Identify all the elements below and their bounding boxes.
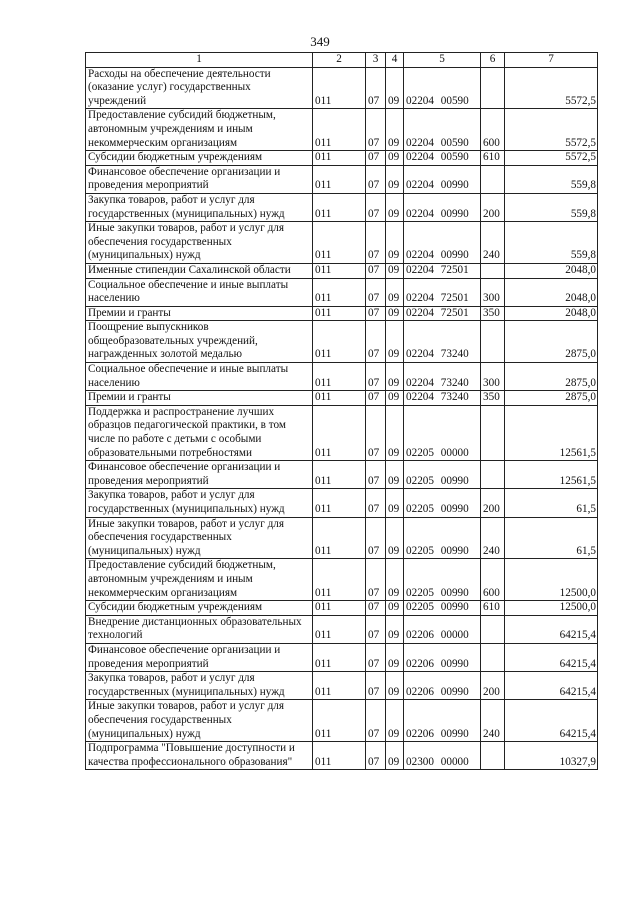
section-code-cell: 07 bbox=[366, 67, 386, 109]
target-article-code-cell: 02204 00590 bbox=[404, 109, 481, 151]
subsection-code-cell: 09 bbox=[386, 489, 404, 517]
expense-type-code-cell bbox=[481, 321, 505, 363]
target-article-code-cell: 02206 00990 bbox=[404, 643, 481, 671]
amount-cell: 64215,4 bbox=[505, 615, 598, 643]
grbs-code-cell: 011 bbox=[313, 263, 366, 278]
amount-cell: 2875,0 bbox=[505, 363, 598, 391]
table-row bbox=[86, 363, 598, 391]
subsection-code-cell: 09 bbox=[386, 306, 404, 321]
amount-cell: 64215,4 bbox=[505, 643, 598, 671]
target-article-code-cell: 02205 00990 bbox=[404, 559, 481, 601]
amount-cell: 12500,0 bbox=[505, 601, 598, 616]
item-name-cell: Именные стипендии Сахалинской области bbox=[86, 263, 313, 278]
header-cell: 3 bbox=[366, 53, 386, 68]
subsection-code-cell: 09 bbox=[386, 109, 404, 151]
item-name-cell: Закупка товаров, работ и услуг для государственных (муниципальных) нужд bbox=[86, 672, 313, 700]
target-article-code-cell: 02206 00990 bbox=[404, 672, 481, 700]
section-code-cell: 07 bbox=[366, 165, 386, 193]
target-article-code-cell: 02204 73240 bbox=[404, 363, 481, 391]
expense-type-code-cell: 300 bbox=[481, 278, 505, 306]
amount-cell: 61,5 bbox=[505, 517, 598, 559]
item-name-cell: Иные закупки товаров, работ и услуг для обеспечения государственных (муниципальных) нужд bbox=[86, 517, 313, 559]
amount-cell: 2048,0 bbox=[505, 306, 598, 321]
section-code-cell: 07 bbox=[366, 306, 386, 321]
target-article-code-cell: 02204 00590 bbox=[404, 151, 481, 166]
header-cell: 1 bbox=[86, 53, 313, 68]
subsection-code-cell: 09 bbox=[386, 391, 404, 406]
target-article-code-cell: 02204 72501 bbox=[404, 306, 481, 321]
section-code-cell: 07 bbox=[366, 643, 386, 671]
amount-cell: 5572,5 bbox=[505, 67, 598, 109]
grbs-code-cell: 011 bbox=[313, 151, 366, 166]
section-code-cell: 07 bbox=[366, 517, 386, 559]
grbs-code-cell: 011 bbox=[313, 165, 366, 193]
header-cell: 4 bbox=[386, 53, 404, 68]
expense-type-code-cell: 350 bbox=[481, 391, 505, 406]
amount-cell: 12500,0 bbox=[505, 559, 598, 601]
expense-type-code-cell bbox=[481, 643, 505, 671]
expense-type-code-cell bbox=[481, 742, 505, 770]
table-row bbox=[86, 263, 598, 278]
item-name-cell: Поощрение выпускников общеобразовательных учреждений, награжденных золотой медалью bbox=[86, 321, 313, 363]
section-code-cell: 07 bbox=[366, 489, 386, 517]
section-code-cell: 07 bbox=[366, 615, 386, 643]
amount-cell: 12561,5 bbox=[505, 405, 598, 460]
page-number: 349 bbox=[310, 34, 330, 49]
grbs-code-cell: 011 bbox=[313, 559, 366, 601]
target-article-code-cell: 02204 72501 bbox=[404, 278, 481, 306]
item-name-cell: Внедрение дистанционных образовательных технологий bbox=[86, 615, 313, 643]
section-code-cell: 07 bbox=[366, 559, 386, 601]
table-row bbox=[86, 615, 598, 643]
subsection-code-cell: 09 bbox=[386, 672, 404, 700]
table-row bbox=[86, 672, 598, 700]
table-row bbox=[86, 489, 598, 517]
amount-cell: 61,5 bbox=[505, 489, 598, 517]
item-name-cell: Закупка товаров, работ и услуг для государственных (муниципальных) нужд bbox=[86, 193, 313, 221]
target-article-code-cell: 02204 73240 bbox=[404, 391, 481, 406]
subsection-code-cell: 09 bbox=[386, 742, 404, 770]
item-name-cell: Субсидии бюджетным учреждениям bbox=[86, 601, 313, 616]
table-row bbox=[86, 643, 598, 671]
target-article-code-cell: 02205 00000 bbox=[404, 405, 481, 460]
target-article-code-cell: 02204 00990 bbox=[404, 222, 481, 264]
subsection-code-cell: 09 bbox=[386, 193, 404, 221]
item-name-cell: Иные закупки товаров, работ и услуг для обеспечения государственных (муниципальных) нужд bbox=[86, 700, 313, 742]
expense-type-code-cell: 240 bbox=[481, 700, 505, 742]
target-article-code-cell: 02205 00990 bbox=[404, 601, 481, 616]
item-name-cell: Финансовое обеспечение организации и проведения мероприятий bbox=[86, 643, 313, 671]
section-code-cell: 07 bbox=[366, 601, 386, 616]
subsection-code-cell: 09 bbox=[386, 517, 404, 559]
section-code-cell: 07 bbox=[366, 363, 386, 391]
grbs-code-cell: 011 bbox=[313, 700, 366, 742]
section-code-cell: 07 bbox=[366, 321, 386, 363]
item-name-cell: Финансовое обеспечение организации и проведения мероприятий bbox=[86, 461, 313, 489]
table-row bbox=[86, 67, 598, 109]
section-code-cell: 07 bbox=[366, 109, 386, 151]
subsection-code-cell: 09 bbox=[386, 222, 404, 264]
grbs-code-cell: 011 bbox=[313, 278, 366, 306]
item-name-cell: Премии и гранты bbox=[86, 306, 313, 321]
table-row bbox=[86, 742, 598, 770]
section-code-cell: 07 bbox=[366, 461, 386, 489]
amount-cell: 559,8 bbox=[505, 222, 598, 264]
grbs-code-cell: 011 bbox=[313, 109, 366, 151]
subsection-code-cell: 09 bbox=[386, 263, 404, 278]
table-row bbox=[86, 306, 598, 321]
amount-cell: 5572,5 bbox=[505, 151, 598, 166]
table-row bbox=[86, 222, 598, 264]
table-row bbox=[86, 461, 598, 489]
subsection-code-cell: 09 bbox=[386, 700, 404, 742]
amount-cell: 2048,0 bbox=[505, 278, 598, 306]
grbs-code-cell: 011 bbox=[313, 643, 366, 671]
table-row bbox=[86, 109, 598, 151]
item-name-cell: Социальное обеспечение и иные выплаты населению bbox=[86, 278, 313, 306]
subsection-code-cell: 09 bbox=[386, 405, 404, 460]
section-code-cell: 07 bbox=[366, 278, 386, 306]
header-cell: 6 bbox=[481, 53, 505, 68]
expense-type-code-cell: 610 bbox=[481, 151, 505, 166]
target-article-code-cell: 02204 73240 bbox=[404, 321, 481, 363]
section-code-cell: 07 bbox=[366, 742, 386, 770]
amount-cell: 2875,0 bbox=[505, 391, 598, 406]
grbs-code-cell: 011 bbox=[313, 193, 366, 221]
amount-cell: 559,8 bbox=[505, 193, 598, 221]
item-name-cell: Премии и гранты bbox=[86, 391, 313, 406]
subsection-code-cell: 09 bbox=[386, 615, 404, 643]
subsection-code-cell: 09 bbox=[386, 363, 404, 391]
target-article-code-cell: 02205 00990 bbox=[404, 489, 481, 517]
item-name-cell: Предоставление субсидий бюджетным, автономным учреждениям и иным некоммерческим организациям bbox=[86, 109, 313, 151]
subsection-code-cell: 09 bbox=[386, 165, 404, 193]
grbs-code-cell: 011 bbox=[313, 489, 366, 517]
item-name-cell: Субсидии бюджетным учреждениям bbox=[86, 151, 313, 166]
grbs-code-cell: 011 bbox=[313, 67, 366, 109]
amount-cell: 64215,4 bbox=[505, 672, 598, 700]
section-code-cell: 07 bbox=[366, 672, 386, 700]
amount-cell: 12561,5 bbox=[505, 461, 598, 489]
grbs-code-cell: 011 bbox=[313, 321, 366, 363]
expense-type-code-cell bbox=[481, 461, 505, 489]
subsection-code-cell: 09 bbox=[386, 559, 404, 601]
grbs-code-cell: 011 bbox=[313, 363, 366, 391]
target-article-code-cell: 02204 72501 bbox=[404, 263, 481, 278]
expense-type-code-cell bbox=[481, 263, 505, 278]
target-article-code-cell: 02206 00990 bbox=[404, 700, 481, 742]
table-row bbox=[86, 165, 598, 193]
target-article-code-cell: 02205 00990 bbox=[404, 517, 481, 559]
subsection-code-cell: 09 bbox=[386, 601, 404, 616]
target-article-code-cell: 02205 00990 bbox=[404, 461, 481, 489]
target-article-code-cell: 02204 00990 bbox=[404, 193, 481, 221]
table-row bbox=[86, 278, 598, 306]
section-code-cell: 07 bbox=[366, 263, 386, 278]
table-row bbox=[86, 601, 598, 616]
target-article-code-cell: 02206 00000 bbox=[404, 615, 481, 643]
subsection-code-cell: 09 bbox=[386, 151, 404, 166]
expense-type-code-cell bbox=[481, 67, 505, 109]
table-row bbox=[86, 391, 598, 406]
item-name-cell: Социальное обеспечение и иные выплаты населению bbox=[86, 363, 313, 391]
subsection-code-cell: 09 bbox=[386, 67, 404, 109]
target-article-code-cell: 02204 00590 bbox=[404, 67, 481, 109]
expense-type-code-cell: 610 bbox=[481, 601, 505, 616]
expense-type-code-cell: 600 bbox=[481, 109, 505, 151]
target-article-code-cell: 02300 00000 bbox=[404, 742, 481, 770]
expense-type-code-cell: 200 bbox=[481, 672, 505, 700]
budget-table bbox=[85, 52, 598, 770]
expense-type-code-cell: 600 bbox=[481, 559, 505, 601]
grbs-code-cell: 011 bbox=[313, 615, 366, 643]
grbs-code-cell: 011 bbox=[313, 306, 366, 321]
item-name-cell: Иные закупки товаров, работ и услуг для обеспечения государственных (муниципальных) нужд bbox=[86, 222, 313, 264]
header-row bbox=[86, 53, 598, 68]
amount-cell: 10327,9 bbox=[505, 742, 598, 770]
item-name-cell: Предоставление субсидий бюджетным, автономным учреждениям и иным некоммерческим организациям bbox=[86, 559, 313, 601]
item-name-cell: Подпрограмма "Повышение доступности и качества профессионального образования" bbox=[86, 742, 313, 770]
expense-type-code-cell: 240 bbox=[481, 517, 505, 559]
expense-type-code-cell: 300 bbox=[481, 363, 505, 391]
subsection-code-cell: 09 bbox=[386, 461, 404, 489]
expense-type-code-cell: 240 bbox=[481, 222, 505, 264]
section-code-cell: 07 bbox=[366, 151, 386, 166]
header-cell: 5 bbox=[404, 53, 481, 68]
item-name-cell: Финансовое обеспечение организации и проведения мероприятий bbox=[86, 165, 313, 193]
amount-cell: 2875,0 bbox=[505, 321, 598, 363]
header-cell: 2 bbox=[313, 53, 366, 68]
expense-type-code-cell: 200 bbox=[481, 489, 505, 517]
grbs-code-cell: 011 bbox=[313, 405, 366, 460]
item-name-cell: Расходы на обеспечение деятельности (оказание услуг) государственных учреждений bbox=[86, 67, 313, 109]
item-name-cell: Закупка товаров, работ и услуг для государственных (муниципальных) нужд bbox=[86, 489, 313, 517]
amount-cell: 5572,5 bbox=[505, 109, 598, 151]
grbs-code-cell: 011 bbox=[313, 601, 366, 616]
table-row bbox=[86, 193, 598, 221]
expense-type-code-cell bbox=[481, 615, 505, 643]
subsection-code-cell: 09 bbox=[386, 643, 404, 671]
expense-type-code-cell bbox=[481, 165, 505, 193]
grbs-code-cell: 011 bbox=[313, 391, 366, 406]
grbs-code-cell: 011 bbox=[313, 222, 366, 264]
header-cell: 7 bbox=[505, 53, 598, 68]
target-article-code-cell: 02204 00990 bbox=[404, 165, 481, 193]
amount-cell: 64215,4 bbox=[505, 700, 598, 742]
amount-cell: 559,8 bbox=[505, 165, 598, 193]
grbs-code-cell: 011 bbox=[313, 461, 366, 489]
grbs-code-cell: 011 bbox=[313, 517, 366, 559]
section-code-cell: 07 bbox=[366, 391, 386, 406]
table-row bbox=[86, 559, 598, 601]
section-code-cell: 07 bbox=[366, 700, 386, 742]
grbs-code-cell: 011 bbox=[313, 742, 366, 770]
section-code-cell: 07 bbox=[366, 405, 386, 460]
subsection-code-cell: 09 bbox=[386, 278, 404, 306]
table-row bbox=[86, 405, 598, 460]
table-row bbox=[86, 700, 598, 742]
section-code-cell: 07 bbox=[366, 193, 386, 221]
item-name-cell: Поддержка и распространение лучших образцов педагогической практики, в том числе по работе с детьми с особыми образовательными потребностями bbox=[86, 405, 313, 460]
section-code-cell: 07 bbox=[366, 222, 386, 264]
expense-type-code-cell: 200 bbox=[481, 193, 505, 221]
expense-type-code-cell bbox=[481, 405, 505, 460]
grbs-code-cell: 011 bbox=[313, 672, 366, 700]
table-row bbox=[86, 321, 598, 363]
table-row bbox=[86, 517, 598, 559]
table-row bbox=[86, 151, 598, 166]
expense-type-code-cell: 350 bbox=[481, 306, 505, 321]
subsection-code-cell: 09 bbox=[386, 321, 404, 363]
amount-cell: 2048,0 bbox=[505, 263, 598, 278]
